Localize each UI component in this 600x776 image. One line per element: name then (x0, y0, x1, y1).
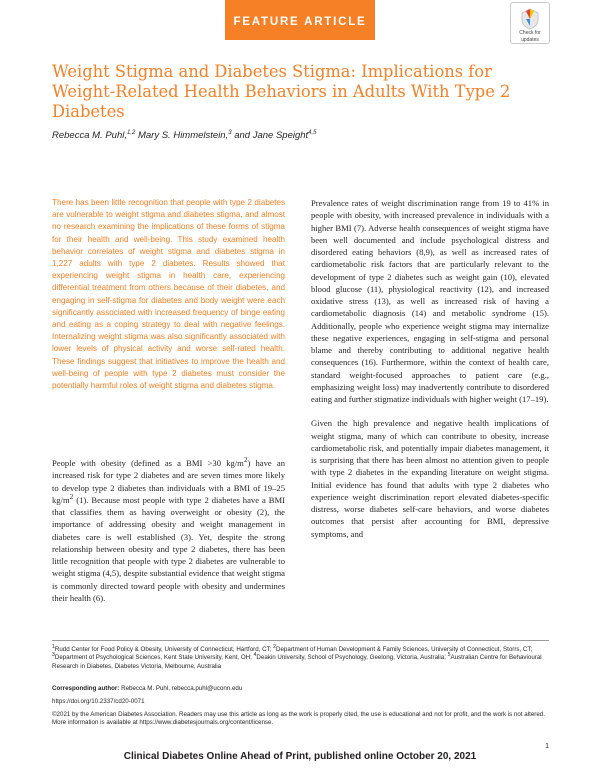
footnote-divider (52, 640, 549, 641)
affiliation-text: Deakin University, School of Psychology, Geelong, Victoria, Australia; (256, 654, 448, 662)
affiliation-number: 1 (52, 643, 55, 650)
journal-footer: Clinical Diabetes Online Ahead of Print, published online October 20, 2021 (123, 751, 477, 762)
author-list (52, 130, 552, 141)
affiliation-number: 4 (253, 652, 257, 659)
corresponding-author (52, 685, 549, 692)
affiliation-text: Department of Psychological Sciences, Kent State University, Kent, OH; (54, 654, 254, 662)
body-text: People with obesity (defined as a BMI >30 kg/m (52, 458, 244, 468)
affiliation-text: Australian Centre for Behavioural Research in Diabetes, Diabetes Victoria, Melbourne, Australia (52, 654, 542, 670)
body-text: (1). Because most people with type 2 diabetes have a BMI that classifies them as having overweight or obesity (2), the importance of addressing obesity and weight management in diabetes care is well established (3). Yet, despite the strong relationship between obesity and type 2 diabetes, there has been little recognition that people with type 2 diabetes are vulnerable to weight stigma (4,5), despite substantial evidence that weight stigma is commonly directed toward people with obesity and undermines their health (6). (52, 494, 285, 603)
page-number: 1 (545, 743, 549, 750)
body-paragraph: Given the high prevalence and negative health implications of weight stigma, many of which can contribute to obesity, increase cardiometabolic risk, and potentially impair diabetes management, it is surprising that there has been almost no attention given to people with type 2 diabetes in the expanding literature on weight stigma. Initial evidence has found that adults with type 2 diabetes who experience weight discrimination report elevated diabetes-specific distress, worse diabetes self-care behaviors, and worse diabetes outcomes that persist after accounting for BMI, depressive symptoms, and (311, 418, 549, 539)
affiliation-text: Rudd Center for Food Policy & Obesity, University of Connecticut, Hartford, CT; (54, 646, 274, 653)
author-affiliation: 4,5 (308, 129, 317, 136)
article-title: Weight Stigma and Diabetes Stigma: Implications for Weight-Related Health Behaviors in Adults With Type 2 Diabetes (52, 62, 511, 121)
author-affiliation: 1,2 (126, 129, 136, 136)
corresponding-author-label: Corresponding author: (52, 685, 120, 692)
affiliation-number: 3 (52, 652, 55, 659)
affiliation-text: Department of Human Development & Family Sciences, University of Connecticut, Storrs, CT; (276, 646, 533, 653)
body-text: ) have an increased risk for type 2 diabetes and are seven times more likely to develop type 2 diabetes than individuals with a BMI of 19–25 kg/m (52, 458, 286, 505)
body-right-column (311, 197, 549, 552)
corresponding-author-value[interactable]: Rebecca M. Puhl, rebecca.puhl@uconn.edu (121, 685, 243, 692)
body-paragraph: Prevalence rates of weight discrimination range from 19 to 41% in people with obesity, with increased prevalence in individuals with a higher BMI (7). Adverse health consequences of weight stigma have been well documented and include psychological distress and disordered eating behaviors (8,9), as well as increased rates of cardiometabolic risk factors that are particularly relevant to the development of type 2 diabetes such as weight gain (10), elevated blood glucose (11), physiological reactivity (12), and increased oxidative stress (13), as well as increased risk of having a cardiometabolic diagnosis (14) and metabolic syndrome (15). Additionally, people who experience weight stigma may internalize these negative experiences, engaging in self-stigma and personal blame and thereby contributing to additional negative health consequences (16). Furthermore, within the context of health care, standard weight-focused approaches to patient care (e.g., emphasizing weight loss) may inadvertently contribute to disordered eating and further stigmatize individuals with higher weight (17–19). (311, 198, 549, 404)
author-name: and Jane Speight (234, 130, 309, 141)
check-for-updates-line1: Check for (519, 30, 541, 36)
doi-link[interactable]: https://doi.org/10.2337/cd20-0071 (52, 698, 145, 705)
check-for-updates-badge[interactable] (510, 2, 550, 44)
body-paragraph (52, 457, 285, 604)
superscript: 2 (243, 456, 248, 465)
author-name: Mary S. Himmelstein, (137, 130, 229, 141)
body-left-column (52, 457, 285, 604)
check-for-updates-icon (520, 8, 540, 30)
affiliation-number: 5 (447, 652, 451, 659)
abstract: There has been little recognition that people with type 2 diabetes are vulnerable to weight stigma and diabetes stigma, and almost no research examining the implications of these forms of stigma for their health and well-being. This study examined health behavior correlates of weight stigma and diabetes stigma in 1,227 adults with type 2 diabetes. Results showed that experiencing weight stigma in health care, experiencing differential treatment from others because of their diabetes, and engaging in self-stigma for diabetes and body weight were each significantly associated with increased frequency of binge eating and eating as a coping strategy to deal with negative feelings. Internalizing weight stigma was also significantly associated with lower levels of physical activity and worse self-rated health. These findings suggest that initiatives to improve the health and well-being of people with type 2 diabetes must consider the potentially harmful roles of weight stigma and diabetes stigma. (52, 198, 285, 391)
check-for-updates-line2: updates (521, 36, 539, 43)
author-affiliation: 3 (228, 129, 232, 136)
affiliation-number: 2 (273, 643, 276, 650)
superscript: 2 (69, 492, 74, 501)
copyright-notice: ©2021 by the American Diabetes Association. Readers may use this article as long as the work is properly cited, the use is educational and not for profit, and the work is not altered. More information is available at https://www.diabetesjournals.org/content/license. (52, 711, 545, 727)
section-label: FEATURE ARTICLE (225, 0, 375, 40)
author-name: Rebecca M. Puhl, (52, 130, 127, 141)
affiliations (52, 643, 549, 671)
